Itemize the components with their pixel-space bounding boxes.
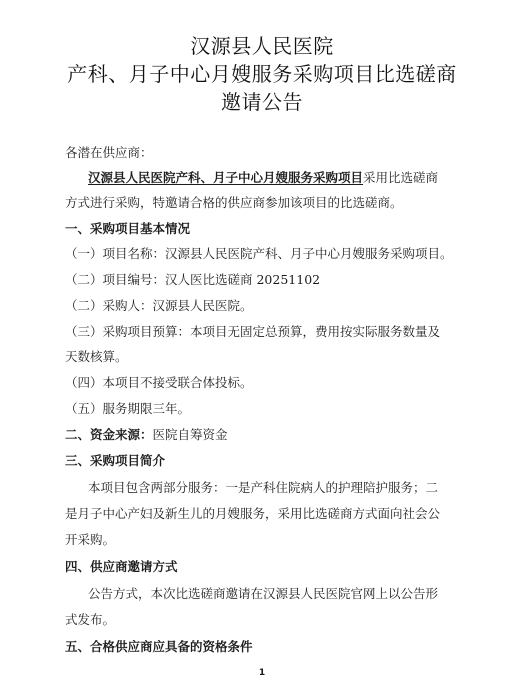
page-number: 1 <box>258 668 266 678</box>
section3-line2: 是月子中心产妇及新生儿的月嫂服务，采用比选磋商方式面向社会公 <box>65 506 441 521</box>
section1-item-period: （五）服务期限三年。 <box>65 401 191 416</box>
section1-heading: 一、采购项目基本情况 <box>65 221 191 236</box>
title-hospital: 汉源县人民医院 <box>190 34 334 58</box>
title-project: 产科、月子中心月嫂服务采购项目比选磋商 <box>67 62 457 86</box>
section1-item-purchaser: （二）采购人：汉源县人民医院。 <box>65 298 253 313</box>
section1-item-budget-cont: 天数核算。 <box>65 349 128 364</box>
section5-heading: 五、合格供应商应具备的资格条件 <box>65 639 253 654</box>
section2-line <box>65 425 228 443</box>
title-notice: 邀请公告 <box>221 90 303 114</box>
section4-line1: 公告方式，本次比选磋商邀请在汉源县人民医院官网上以公告形 <box>88 586 439 601</box>
salutation: 各潜在供应商： <box>65 145 153 160</box>
section4-heading: 四、供应商邀请方式 <box>65 559 178 574</box>
intro-paragraph-line2: 方式进行采购，特邀请合格的供应商参加该项目的比选磋商。 <box>65 195 403 210</box>
section4-line2: 式发布。 <box>65 612 116 627</box>
intro-paragraph-line1 <box>88 168 438 186</box>
intro-project-name: 汉源县人民医院产科、月子中心月嫂服务采购项目 <box>88 170 364 185</box>
section1-item-budget: （三）采购项目预算：本项目无固定总预算，费用按实际服务数量及 <box>65 324 441 339</box>
section3-line3: 开采购。 <box>65 532 116 547</box>
section3-line1: 本项目包含两部分服务：一是产科住院病人的护理陪护服务；二 <box>88 480 439 495</box>
intro-text: 采用比选磋商 <box>363 170 439 185</box>
section1-item-name: （一）项目名称：汉源县人民医院产科、月子中心月嫂服务采购项目。 <box>65 246 453 261</box>
section1-item-consortium: （四）本项目不接受联合体投标。 <box>65 375 253 390</box>
section3-heading: 三、采购项目简介 <box>65 453 166 468</box>
section2-value: 医院自筹资金 <box>152 427 228 442</box>
section2-heading: 二、资金来源： <box>65 427 153 442</box>
section1-item-number: （二）项目编号：汉人医比选磋商 20251102 <box>65 272 321 287</box>
